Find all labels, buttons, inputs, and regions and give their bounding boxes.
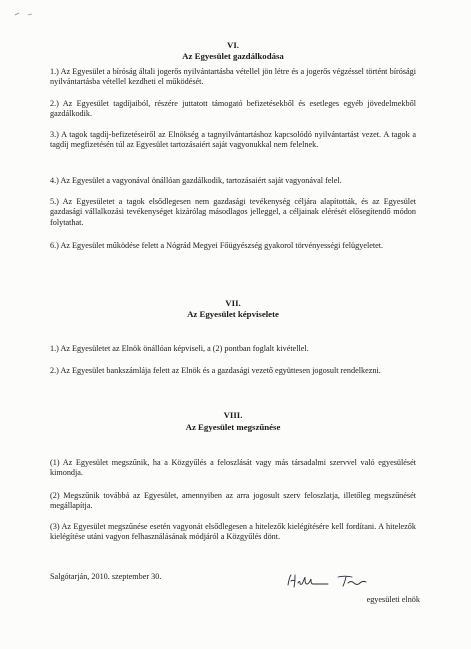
- section-8-paragraph-3: (3) Az Egyesület megszűnése esetén vagyonát elsődlegesen a hitelezők kielégítésére kell fordítani. A hitelezők kielégítése utáni vagyon felhasználásának módjáról a Közgyűlés dönt.: [50, 522, 416, 542]
- section-6-paragraph-3: 3.) A tagok tagdíj-befizetéseiről az Elnökség a tagnyilvántartáshoz kapcsolódó nyilvántartást vezet. A tagok a tagdíj megfizetésén túl az Egyesület tartozásaiért saját vagyonukkal nem felelnek.: [50, 130, 416, 150]
- section-8-number: VIII.: [223, 410, 243, 420]
- section-8-paragraph-2: (2) Megszűnik továbbá az Egyesület, amennyiben az arra jogosult szerv feloszlatja, illetőleg megszűnését megállapítja.: [50, 491, 416, 511]
- scan-artifact-mark: [14, 10, 36, 18]
- place-and-date: Salgótarján, 2010. szeptember 30.: [50, 572, 162, 581]
- section-6-paragraph-5: 5.) Az Egyesületet a tagok elsődlegesen nem gazdasági tevékenység céljára alapították, és az Egyesület gazdasági vállalkozási tevékenységet kizárólag másodlagos jelleggel, a céljainak elérését elősegítendő módon folytathat.: [50, 197, 416, 227]
- section-6-paragraph-6: 6.) Az Egyesület működése felett a Nógrád Megyei Főügyészség gyakorol törvényességi felügyeletet.: [50, 241, 384, 250]
- section-8-title: Az Egyesület megszűnése: [185, 422, 281, 432]
- section-6-paragraph-2: 2.) Az Egyesület tagdíjaiból, részére juttatott támogató befizetésekből és esetleges egyéb jövedelmekből gazdálkodik.: [50, 99, 416, 119]
- signer-title: egyesületi elnök: [366, 595, 420, 604]
- section-8-paragraph-1: (1) Az Egyesület megszűnik, ha a Közgyűlés a feloszlását vagy más társadalmi szervvel való egyesülését kimondja.: [50, 458, 416, 478]
- section-6-title: Az Egyesület gazdálkodása: [182, 51, 284, 61]
- section-6-paragraph-1: 1.) Az Egyesület a bíróság általi jogerős nyilvántartásba vétellel jön létre és a jogerős végzéssel történt bírósági nyilvántartásba vétellel kezdheti el működését.: [50, 67, 416, 87]
- section-6-number: VI.: [227, 40, 239, 50]
- handwritten-signature: [282, 571, 374, 593]
- section-6-paragraph-4: 4.) Az Egyesület a vagyonával önállóan gazdálkodik, tartozásaiért saját vagyonával felel.: [50, 176, 342, 185]
- section-7-number: VII.: [225, 298, 241, 308]
- section-7-paragraph-2: 2.) Az Egyesület bankszámlája felett az Elnök és a gazdasági vezető együttesen jogosult rendelkezni.: [50, 366, 381, 375]
- section-7-paragraph-1: 1.) Az Egyesületet az Elnök önállóan képviseli, a (2) pontban foglalt kivétellel.: [50, 344, 309, 353]
- section-7-title: Az Egyesület képviselete: [187, 309, 279, 319]
